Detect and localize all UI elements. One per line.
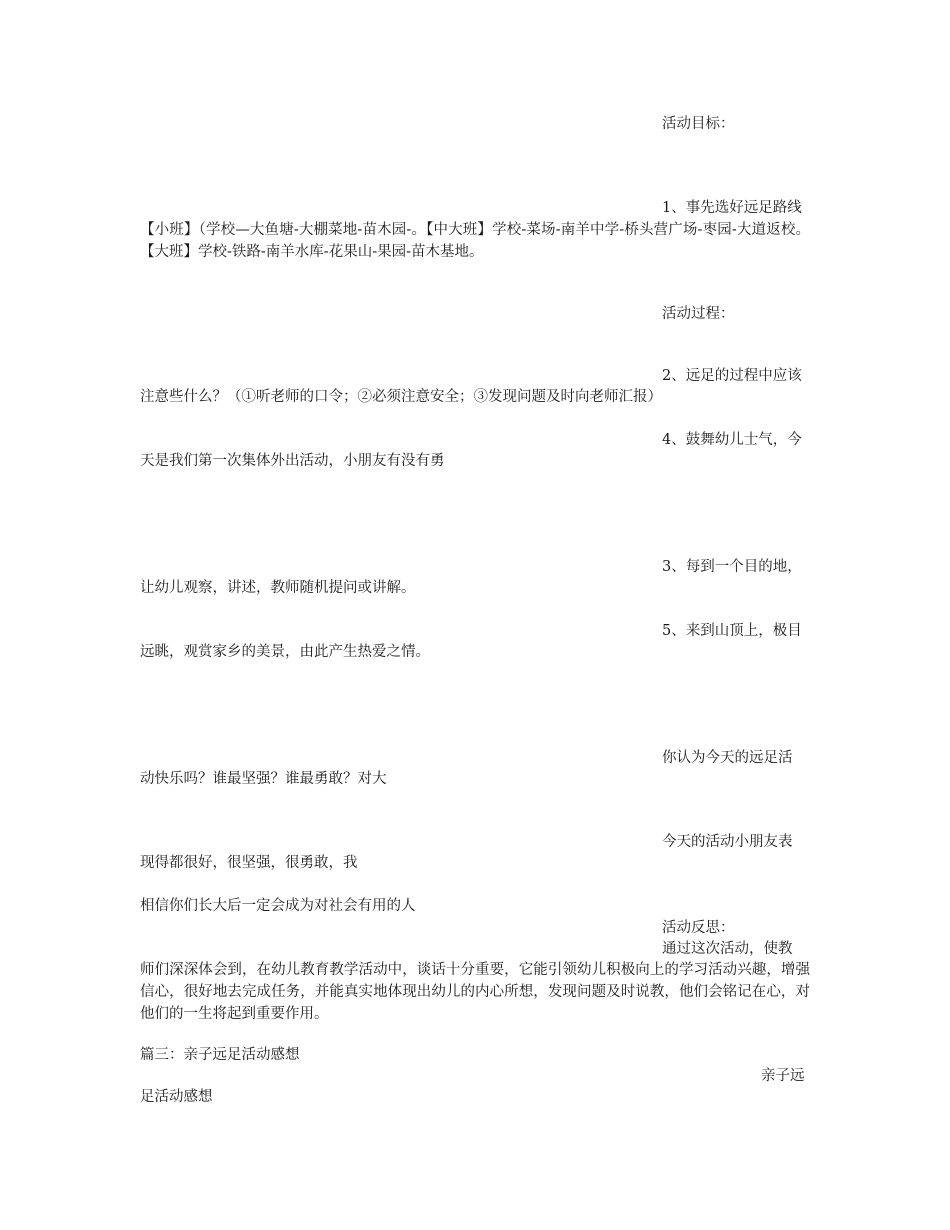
item4-start: 4、鼓舞幼儿士气，今: [662, 432, 802, 448]
item4-body: 天是我们第一次集体外出活动，小朋友有没有勇: [140, 453, 445, 469]
item3-start: 3、每到一个目的地，: [662, 559, 802, 575]
reflection-body: 师们深深体会到，在幼儿教育教学活动中，谈话十分重要，它能引领幼儿积极向上的学习活动兴趣，增强信心，很好地去完成任务，并能真实地体现出幼儿的内心所想，发现问题及时说教，他们会铭记在心，对他们的一生将起到重要作用。: [140, 962, 810, 1022]
reflection-start: 通过这次活动，使教: [662, 941, 793, 957]
today-start: 今天的活动小朋友表: [662, 834, 793, 850]
part3-start: 亲子远: [761, 1068, 805, 1084]
item2-body: 注意些什么？（①听老师的口令；②必须注意安全；③发现问题及时向老师汇报）: [140, 389, 662, 405]
part3-title: 篇三：亲子远足活动感想: [140, 1047, 300, 1063]
item2-start: 2、远足的过程中应该: [662, 368, 802, 384]
believe-line: 相信你们长大后一定会成为对社会有用的人: [140, 898, 416, 914]
question-body: 动快乐吗？谁最坚强？谁最勇敢？对大: [140, 771, 387, 787]
item1-body: 【小班】（学校—大鱼塘-大棚菜地-苗木园-。【中大班】学校-菜场-南羊中学-桥头营广场-枣园-大道返校。【大班】学校-铁路-南羊水库-花果山-果园-苗木基地。: [140, 222, 810, 260]
item5-body: 远眺，观赏家乡的美景，由此产生热爱之情。: [140, 644, 430, 660]
item5-start: 5、来到山顶上，极目: [662, 623, 802, 639]
item3-body: 让幼儿观察，讲述，教师随机提问或讲解。: [140, 580, 416, 596]
process-heading: 活动过程：: [662, 306, 735, 322]
reflection-heading: 活动反思：: [662, 920, 735, 936]
today-body: 现得都很好，很坚强，很勇敢，我: [140, 855, 358, 871]
part3-body: 足活动感想: [140, 1089, 213, 1105]
item1-start: 1、事先选好远足路线: [662, 200, 802, 216]
goal-heading: 活动目标：: [662, 116, 735, 132]
question-start: 你认为今天的远足活: [662, 750, 793, 766]
